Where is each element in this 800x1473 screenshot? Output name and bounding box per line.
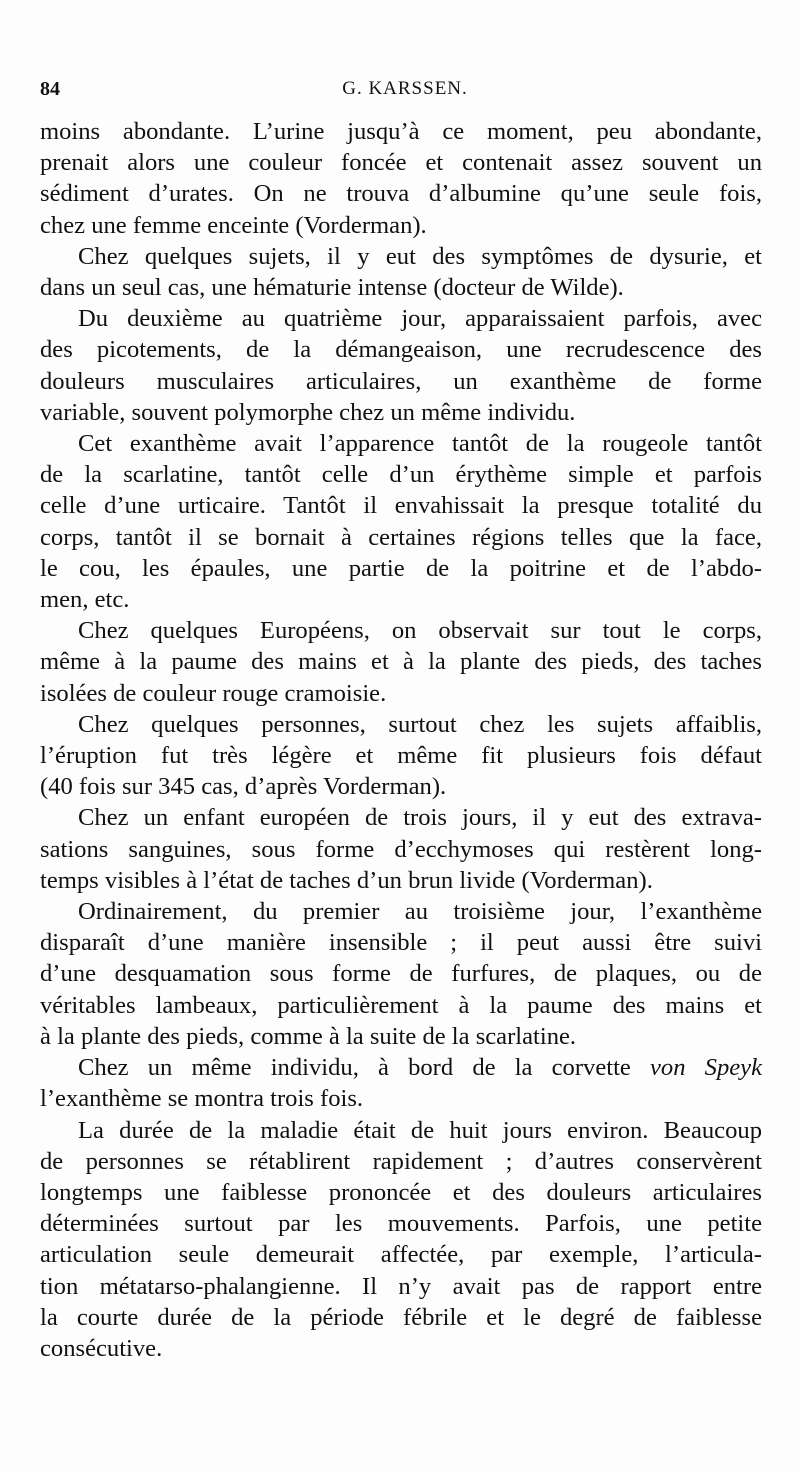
text-line: le cou, les épaules, une partie de la poitrine et de l’abdo- [40,554,762,582]
text-line: men, etc. [40,586,130,614]
text-run: Chez un même individu, à bord de la corvette [78,1054,650,1082]
paragraph [40,428,762,615]
text-line: sations sanguines, sous forme d’ecchymoses qui restèrent long- [40,835,762,863]
text-line: douleurs musculaires articulaires, un exanthème de forme [40,367,762,395]
text-line: Cet exanthème avait l’apparence tantôt de la rougeole tantôt [78,430,762,458]
paragraph [40,615,762,709]
text-line: temps visibles à l’état de taches d’un brun livide (Vorderman). [40,866,653,894]
text-line: Ordinairement, du premier au troisième jour, l’exanthème [78,898,762,926]
text-line: la courte durée de la période fébrile et le degré de faiblesse [40,1303,762,1331]
text-line: consécutive. [40,1334,163,1362]
text-line: Chez quelques sujets, il y eut des symptômes de dysurie, et [78,242,762,270]
text-line: l’exanthème se montra trois fois. [40,1085,364,1113]
text-line: des picotements, de la démangeaison, une recrudescence des [40,336,762,364]
text-line: de personnes se rétablirent rapidement ; d’autres conservèrent [40,1147,762,1175]
text-line: variable, souvent polymorphe chez un même individu. [40,398,576,426]
paragraph [40,1115,762,1365]
paragraph [40,1052,762,1114]
text-line: isolées de couleur rouge cramoisie. [40,679,387,707]
text-line: dans un seul cas, une hématurie intense (docteur de Wilde). [40,274,624,302]
paragraph [40,802,762,896]
text-line: chez une femme enceinte (Vorderman). [40,211,427,239]
paragraph [40,116,762,241]
text-line: prenait alors une couleur foncée et contenait assez souvent un [40,149,762,177]
running-head: G. KARSSEN. [342,78,468,99]
text-line: sédiment d’urates. On ne trouva d’albumine qu’une seule fois, [40,180,762,208]
text-line: déterminées surtout par les mouvements. Parfois, une petite [40,1210,762,1238]
text-line: La durée de la maladie était de huit jours environ. Beaucoup [78,1116,762,1144]
text-line: à la plante des pieds, comme à la suite de la scarlatine. [40,1022,577,1050]
page-header [40,78,770,108]
text-line: (40 fois sur 345 cas, d’après Vorderman). [40,773,447,801]
paragraph [40,896,762,1052]
text-line: longtemps une faiblesse prononcée et des douleurs articulaires [40,1178,762,1206]
text-line: articulation seule demeurait affectée, par exemple, l’articula- [40,1241,762,1269]
text-line: Chez quelques Européens, on observait sur tout le corps, [78,617,762,645]
text-line: disparaît d’une manière insensible ; il peut aussi être suivi [40,929,762,957]
paragraph [40,709,762,803]
page-number: 84 [40,78,60,100]
body-text [40,116,762,1364]
text-line: Chez quelques personnes, surtout chez les sujets affaiblis, [78,710,762,738]
text-line: l’éruption fut très légère et même fit plusieurs fois défaut [40,742,762,770]
ship-name: von Speyk [649,1054,762,1082]
text-line: même à la paume des mains et à la plante des pieds, des taches [40,648,762,676]
text-line: de la scarlatine, tantôt celle d’un érythème simple et parfois [40,461,762,489]
text-line: celle d’une urticaire. Tantôt il envahissait la presque totalité du [40,492,762,520]
text-line: véritables lambeaux, particulièrement à la paume des mains et [40,991,762,1019]
text-line: d’une desquamation sous forme de furfures, de plaques, ou de [40,960,762,988]
text-line: moins abondante. L’urine jusqu’à ce moment, peu abondante, [40,118,762,145]
paragraph [40,303,762,428]
text-line [40,1052,762,1083]
text-line: Chez un enfant européen de trois jours, il y eut des extrava- [78,804,762,832]
text-line: corps, tantôt il se bornait à certaines régions telles que la face, [40,523,762,551]
text-line: Du deuxième au quatrième jour, apparaissaient parfois, avec [78,305,762,333]
text-line: tion métatarso-phalangienne. Il n’y avait pas de rapport entre [40,1272,762,1300]
paragraph [40,241,762,303]
